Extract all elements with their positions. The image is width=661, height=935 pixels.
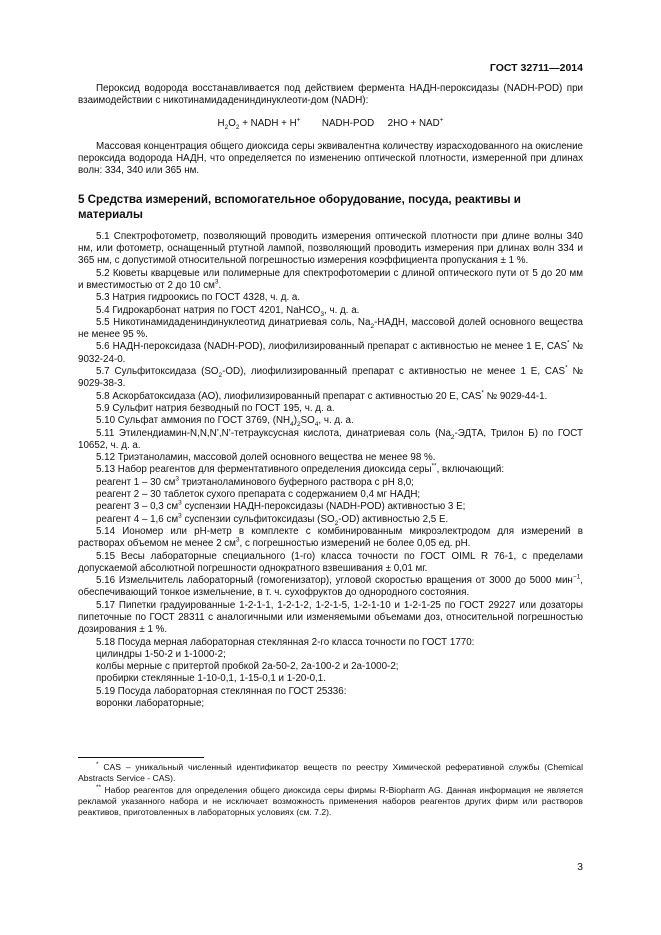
item-5-12: 5.12 Триэтаноламин, массовой долей основного вещества не менее 98 %. <box>96 452 436 464</box>
item-5-10: 5.10 Сульфат аммония по ГОСТ 3769, $(NH_4)_2SO_4$, ч. д. а. <box>96 415 354 429</box>
item-5-1: 5.1 Спектрофотометр, позволяющий проводить измерения оптической плотности при длине волны 340 нм, или фотометр, оснащенный ртутной лампой, позволяющий проводить измерения при длинах волн 334 и 365 нм, с допустимой относительной погрешностью измерения коэффициента пропускания ± 1 %. <box>78 230 583 267</box>
item-5-7: 5.7 Сульфитоксидаза $(SO_2-OD)$, лиофилизированный препарат с активностью не менее 1 Е, CAS* № 9029-38-3. <box>78 364 584 390</box>
item-5-4: 5.4 Гидрокарбонат натрия по ГОСТ 4201, NaHCO$_3$, ч. д. а. <box>96 304 360 318</box>
standard-header: ГОСТ 32711—2014 <box>489 62 583 74</box>
item-5-16: 5.16 Измельчитель лабораторный (гомогенизатор), угловой скоростью вращения от 3000 до 5000 мин$^{-1}$, обеспечивающий тонкое измельчение, в т. ч. сухофруктов до однородного состояния. <box>78 573 583 599</box>
section-heading: 5 Средства измерений, вспомогательное оборудование, посуда, реактивы и материалы <box>78 192 521 221</box>
item-5-14: 5.14 Иономер или pH-метр в комплекте с комбинированным микроэлектродом для измерений в растворах объемом не менее 2 $см^3$, с погрешностью измерений не более 0,05 ед. pH. <box>78 525 583 550</box>
item-5-18-cylinders: цилиндры 1-50-2 и 1-1000-2; <box>96 648 226 660</box>
page-number: 3 <box>577 861 583 873</box>
item-5-11: 5.11 Этилендиамин-N,N,N’,N’-тетрауксусная кислота, динатриевая соль ($Na_2$-ЭДТА, Трилон Б) по ГОСТ 10652, ч. д. а. <box>78 427 584 451</box>
item-5-18: 5.18 Посуда мерная лабораторная стеклянная 2-го класса точности по ГОСТ 1770: <box>96 636 475 648</box>
item-5-3: 5.3 Натрия гидроокись по ГОСТ 4328, ч. д. а. <box>96 292 301 304</box>
enzyme-label: NADH-POD <box>321 117 375 129</box>
item-5-15: 5.15 Весы лабораторные специального (1-го) класса точности по ГОСТ OIML R 76-1, с пределами допускаемой абсолютной погрешности однократного взвешивания ± 0,01 мг. <box>78 550 583 574</box>
item-5-18-tubes: пробирки стеклянные 1-10-0,1, 1-15-0,1 и 1-20-0,1. <box>96 673 326 685</box>
item-5-13: 5.13 Набор реагентов для ферментативного определения диоксида серы**, включающий: <box>96 463 505 476</box>
item-5-6: 5.6 НАДН-пероксидаза (NADH-POD), лиофилизированный препарат с активностью не менее 1 Е, CAS* № 9032-24-0. <box>78 340 583 365</box>
reagent-4: реагент 4 – 1,6 $см^3$ суспензии сульфитоксидазы $(SO_2-OD)$ активностью 2,5 Е. <box>96 512 449 527</box>
footnote-2: ** Набор реагентов для определения общего диоксида серы фирмы R-Biopharm AG. Данная информация не является рекламой указанного набора и не исключает возможность применения наборов реагентов других фирм или растворов реактивов, приготовленных в лабораторных условиях (см. 7.2). <box>78 783 583 817</box>
intro-paragraph-1: Пероксид водорода восстанавливается под действием фермента НАДН-пероксидазы (NADH-POD) при взаимодействии с никотинамидадениндинуклеоти-дом (NADH): <box>78 83 583 107</box>
reagent-3: реагент 3 – 0,3 $см^3$ суспензии НАДН-пероксидазы (NADH-POD) активностью 3 Е; <box>96 500 466 513</box>
reagent-1: реагент 1 – 30 $см^3$ триэтаноламинового буферного раствора с pH 8,0; <box>96 475 414 488</box>
item-5-18-flasks: колбы мерные с притертой пробкой 2а-50-2, 2а-100-2 и 2а-1000-2; <box>96 661 399 673</box>
item-5-2: 5.2 Кюветы кварцевые или полимерные для спектрофотомерии с длиной оптического пути от 5 до 20 мм и вместимостью от 2 до 10 $см^3$. <box>78 267 583 291</box>
item-5-19-funnels: воронки лабораторные; <box>96 698 205 710</box>
footnote-divider <box>78 757 204 758</box>
item-5-5: 5.5 Никотинамидадениндинуклеотид динатриевая соль, $Na_2$-НАДН, массовой долей основного вещества не менее 95 %. <box>78 316 583 341</box>
intro-paragraph-2: Массовая концентрация общего диоксида серы эквивалентна количеству израсходованного на окисление пероксида водорода НАДН, что определяется по изменению оптической плотности, измеренной при длинах волн: 334, 340 или 365 нм. <box>78 140 583 177</box>
reaction-equation: $H_2O_2$ + NADH + H+ NADH-POD 2HO + NAD+ <box>217 116 444 131</box>
reagent-2: реагент 2 – 30 таблеток сухого препарата с содержанием 0,4 мг НАДН; <box>96 489 421 501</box>
footnote-1: * CAS – уникальный численный идентификатор веществ по реестру Химической реферативной службы (Chemical Abstracts Service - CAS). <box>78 761 583 783</box>
item-5-8: 5.8 Аскорбатоксидаза (АО), лиофилизированный препарат с активностью 20 Е, CAS* № 9029-44-1. <box>96 389 548 402</box>
page-content <box>78 83 583 710</box>
item-5-19: 5.19 Посуда лабораторная стеклянная по ГОСТ 25336: <box>96 685 347 697</box>
item-5-17: 5.17 Пипетки градуированные 1-2-1-1, 1-2-1-2, 1-2-1-5, 1-2-1-10 и 1-2-1-25 по ГОСТ 29227 или дозаторы пипеточные по ГОСТ 28311 с аналогичными или изменяемыми объемами доз, относительной погрешностью дозирования ± 1 %. <box>78 599 583 636</box>
footnotes <box>78 762 583 819</box>
item-5-9: 5.9 Сульфит натрия безводный по ГОСТ 195, ч. д. а. <box>96 402 335 414</box>
